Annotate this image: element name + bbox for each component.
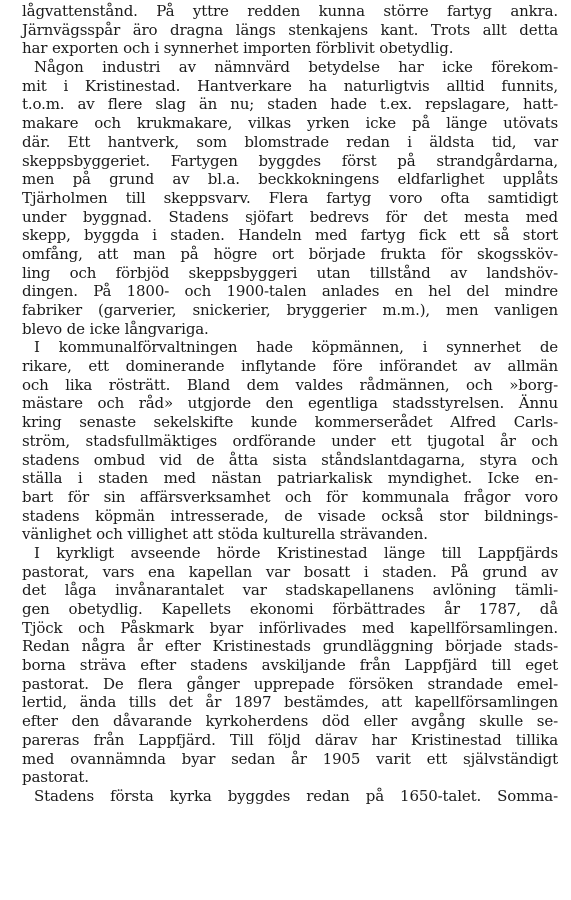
text-line: skeppsbyggeriet. Fartygen byggdes först på strandgårdarna, — [22, 151, 558, 170]
text-line: Järnvägsspår äro dragna längs stenkajens kant. Trots allt detta — [22, 20, 558, 39]
text-line: mästare och råd» utgjorde den egentliga stadsstyrelsen. Ännu — [22, 394, 558, 413]
text-line: skepp, byggda i staden. Handeln med fartyg fick ett så stort — [22, 226, 558, 245]
text-line: gen obetydlig. Kapellets ekonomi förbättrades år 1787, då — [22, 600, 558, 618]
text-line: stadens ombud vid de åtta sista ståndslantdagarna, styra och — [22, 450, 558, 469]
text-line: Tjärholmen till skeppsvarv. Flera fartyg voro ofta samtidigt — [22, 188, 558, 207]
text-line: borna sträva efter stadens avskiljande från Lappfjärd till eget — [22, 656, 558, 675]
paragraph-first-church — [22, 787, 558, 806]
text-line: dingen. På 1800- och 1900-talen anlades en hel del mindre — [22, 282, 558, 301]
text-line: det låga invånarantalet var stadskapellanens avlöning tämli- — [22, 581, 558, 600]
text-line: Redan några år efter Kristinestads grundläggning började stads- — [22, 637, 558, 656]
text-line: ström, stadsfullmäktiges ordförande under ett tjugotal år och — [22, 431, 558, 450]
text-line: med ovannämnda byar sedan år 1905 varit ett självständigt — [22, 749, 558, 768]
paragraph-church — [22, 544, 558, 787]
text-line: ställa i staden med nästan patriarkalisk myndighet. Icke en- — [22, 469, 558, 488]
text-line: och lika rösträtt. Bland dem valdes rådmännen, och »borg- — [22, 375, 558, 394]
text-line: har exporten och i synnerhet importen förblivit obetydlig. — [22, 39, 454, 58]
text-line: pareras från Lappfjärd. Till följd därav har Kristinestad tillika — [22, 730, 558, 749]
text-line: Stadens första kyrka byggdes redan på 1650-talet. Somma- — [34, 786, 558, 805]
text-line: pastorat, vars ena kapellan var bosatt i staden. På grund av — [22, 562, 558, 581]
text-line: makare och krukmakare, vilkas yrken icke på länge utövats — [22, 114, 558, 133]
text-line: omfång, att man på högre ort började frukta för skogssköv- — [22, 244, 558, 263]
text-line: rikare, ett dominerande inflytande före införandet av allmän — [22, 357, 558, 376]
text-line: vänlighet och villighet att stöda kulturella strävanden. — [22, 525, 428, 544]
text-line: bart för sin affärsverksamhet och för kommunala frågor voro — [22, 487, 558, 506]
text-line: pastorat. — [22, 768, 89, 787]
text-line: stadens köpmän intresserade, de visade också stor bildnings- — [22, 506, 558, 525]
text-line: mit i Kristinestad. Hantverkare ha naturligtvis alltid funnits, — [22, 76, 558, 95]
text-line: efter den dåvarande kyrkoherdens död eller avgång skulle se- — [22, 712, 558, 731]
paragraph-industry — [22, 58, 558, 338]
text-line: ling och förbjöd skeppsbyggeri utan tillstånd av landshöv- — [22, 263, 558, 282]
text-line: I kyrkligt avseende hörde Kristinestad länge till Lappfjärds — [34, 543, 558, 562]
paragraph-administration — [22, 338, 558, 544]
text-line: lågvattenstånd. På yttre redden kunna större fartyg ankra. — [22, 2, 558, 20]
text-line: pastorat. De flera gånger upprepade försöken strandade emel- — [22, 674, 558, 693]
document-page — [22, 2, 558, 806]
text-line: fabriker (garverier, snickerier, bryggerier m.m.), men vanligen — [22, 301, 558, 319]
text-line: t.o.m. av flere slag än nu; staden hade t.ex. repslagare, hatt- — [22, 95, 558, 114]
text-line: Tjöck och Påskmark byar införlivades med kapellförsamlingen. — [22, 618, 558, 637]
text-line: blevo de icke långvariga. — [22, 319, 209, 338]
text-line: lertid, ända tills det år 1897 bestämdes, att kapellförsamlingen — [22, 693, 558, 712]
text-line: men på grund av bl.a. beckkokningens eldfarlighet upplåts — [22, 170, 558, 189]
text-line: under byggnad. Stadens sjöfart bedrevs för det mesta med — [22, 207, 558, 226]
text-line: Någon industri av nämnvärd betydelse har icke förekom- — [34, 58, 558, 77]
paragraph-harbor — [22, 2, 558, 58]
text-line: I kommunalförvaltningen hade köpmännen, i synnerhet de — [34, 338, 558, 357]
text-line: kring senaste sekelskifte kunde kommerserådet Alfred Carls- — [22, 413, 558, 432]
text-line: där. Ett hantverk, som blomstrade redan i äldsta tid, var — [22, 132, 558, 151]
